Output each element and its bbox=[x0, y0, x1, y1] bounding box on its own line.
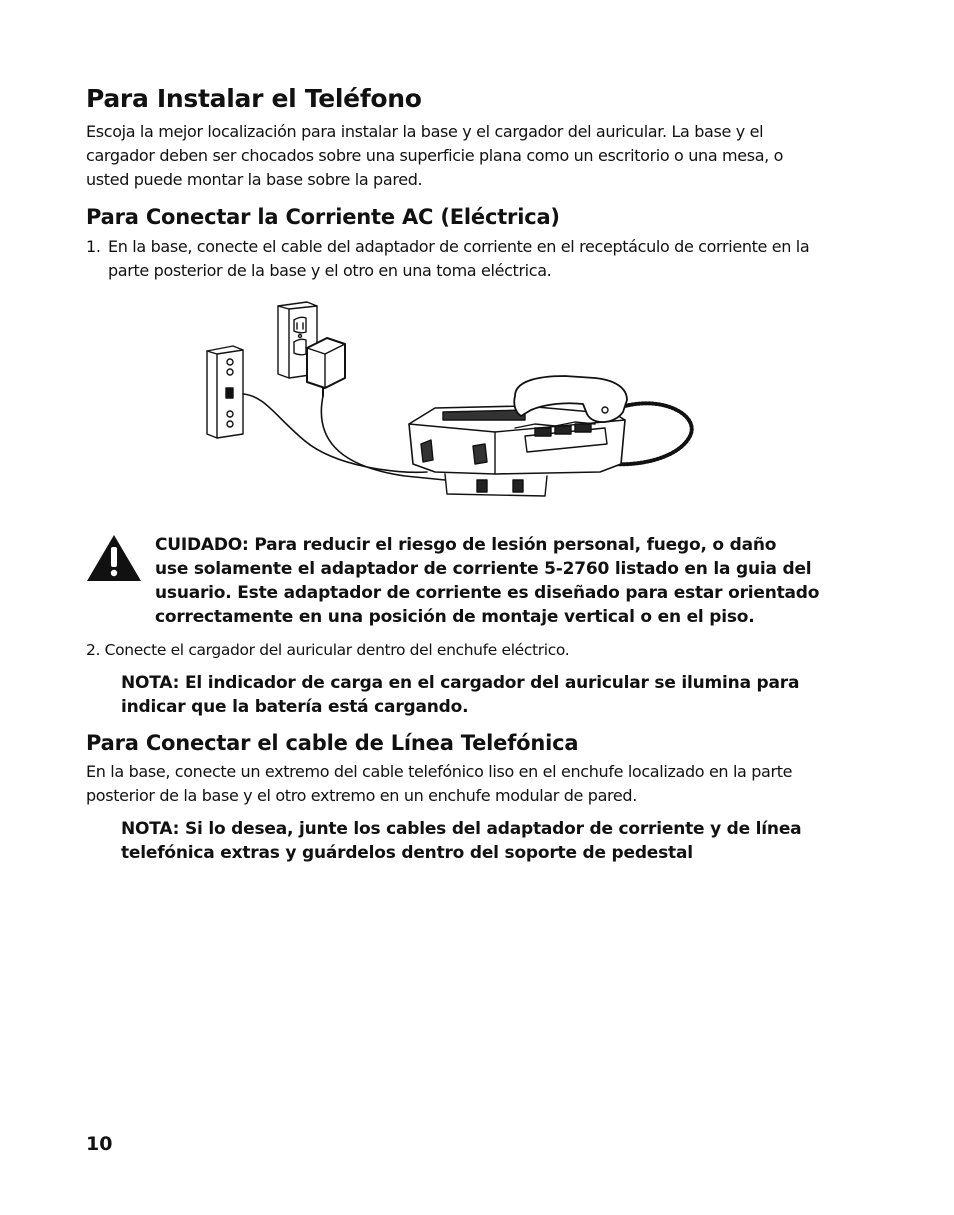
paragraph-line: En la base, conecte un extremo del cable telefónico liso en el enchufe localizado en la parte bbox=[86, 762, 793, 781]
paragraph-line: cargador deben ser chocados sobre una superficie plana como un escritorio o una mesa, o bbox=[86, 146, 784, 165]
caution-line: CUIDADO: Para reducir el riesgo de lesión personal, fuego, o daño bbox=[155, 535, 777, 555]
paragraph-line: posterior de la base y el otro extremo en un enchufe modular de pared. bbox=[86, 786, 637, 805]
note-line: telefónica extras y guárdelos dentro del soporte de pedestal bbox=[121, 843, 693, 863]
step-line: En la base, conecte el cable del adaptador de corriente en el receptáculo de corriente en la bbox=[108, 237, 810, 256]
warning-triangle-icon bbox=[86, 533, 142, 583]
phone-line-paragraph bbox=[86, 760, 792, 808]
note-line: NOTA: Si lo desea, junte los cables del adaptador de corriente y de línea bbox=[121, 819, 802, 839]
section-title-phone-line: Para Conectar el cable de Línea Telefónica bbox=[86, 731, 579, 755]
page-number: 10 bbox=[86, 1133, 113, 1155]
note-line: indicar que la batería está cargando. bbox=[121, 697, 469, 717]
caution-line: usuario. Este adaptador de corriente es diseñado para estar orientado bbox=[155, 583, 820, 603]
note-charge-indicator bbox=[121, 671, 799, 719]
note-line: NOTA: El indicador de carga en el cargador del auricular se ilumina para bbox=[121, 673, 800, 693]
install-paragraph bbox=[86, 120, 783, 192]
wall-phone-jack bbox=[207, 346, 243, 438]
ac-adapter bbox=[307, 338, 345, 396]
note-cable-storage bbox=[121, 817, 801, 865]
caution-line: use solamente el adaptador de corriente 5-2760 listado en la guia del bbox=[155, 559, 812, 579]
caution-line: correctamente en una posición de montaje vertical o en el piso. bbox=[155, 607, 755, 627]
step-1 bbox=[86, 235, 886, 285]
paragraph-line: usted puede montar la base sobre la pared. bbox=[86, 170, 423, 189]
section-title-install: Para Instalar el Teléfono bbox=[86, 84, 422, 113]
caution-text bbox=[155, 533, 819, 629]
step-2: 2. Conecte el cargador del auricular dentro del enchufe eléctrico. bbox=[86, 641, 570, 659]
step-line: parte posterior de la base y el otro en una toma eléctrica. bbox=[108, 261, 552, 280]
step-number: 1. bbox=[86, 237, 101, 256]
phone-installation-illustration bbox=[195, 296, 705, 514]
paragraph-line: Escoja la mejor localización para instalar la base y el cargador del auricular. La base y el bbox=[86, 122, 764, 141]
section-title-ac-power: Para Conectar la Corriente AC (Eléctrica) bbox=[86, 205, 560, 229]
